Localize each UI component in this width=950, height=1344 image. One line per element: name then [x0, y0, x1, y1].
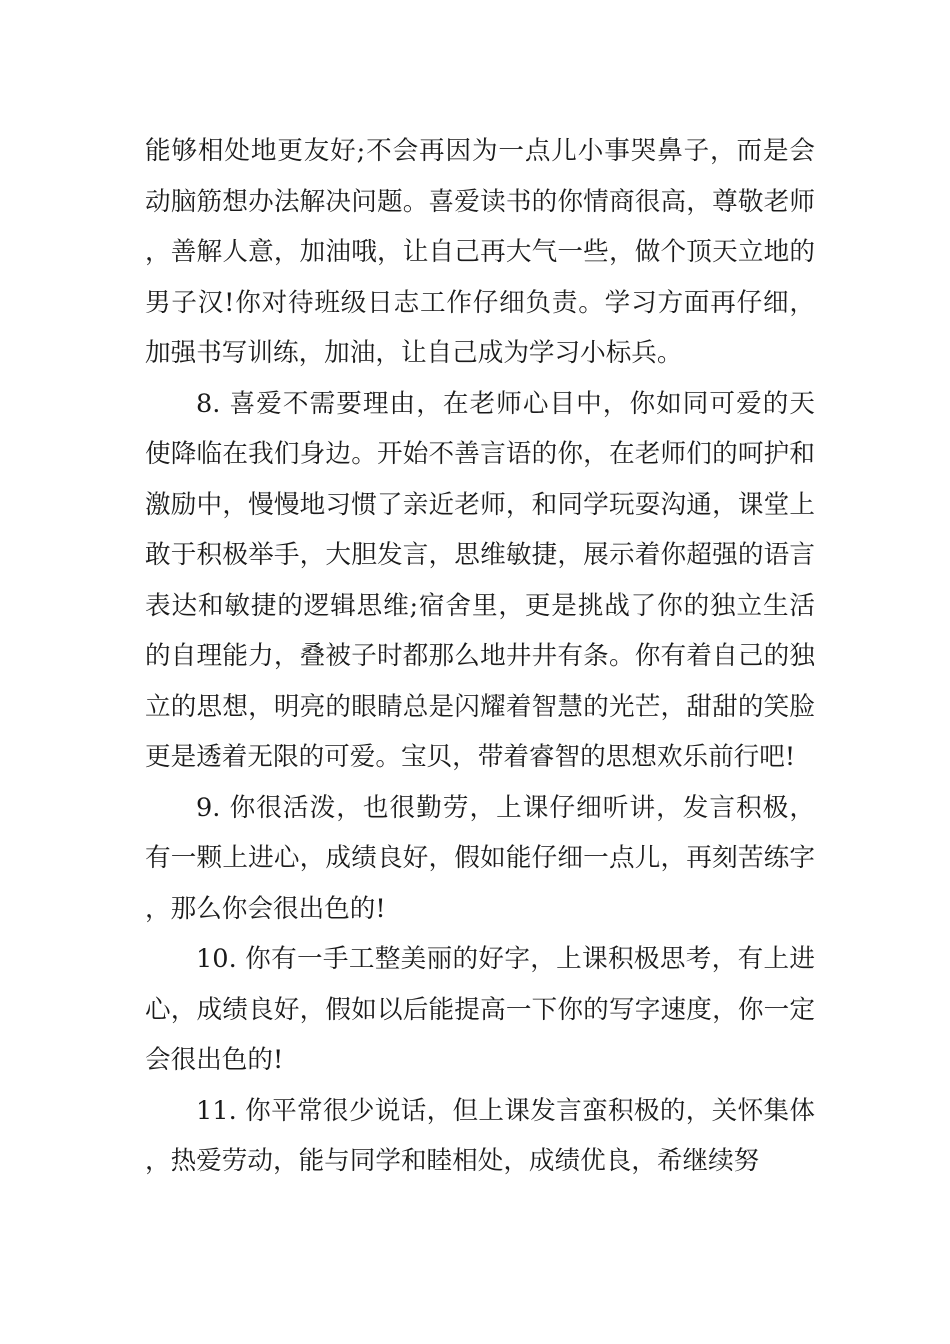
paragraph-item-10: 10. 你有一手工整美丽的好字，上课积极思考，有上进心，成绩良好，假如以后能提高一下你的写字速度，你一定会很出色的! — [145, 944, 815, 1075]
document-body — [145, 126, 815, 1187]
paragraph-item-11: 11. 你平常很少说话，但上课发言蛮积极的，关怀集体，热爱劳动，能与同学和睦相处，成绩优良，希继续努 — [145, 1095, 815, 1176]
paragraph-continued: 能够相处地更友好;不会再因为一点儿小事哭鼻子，而是会动脑筋想办法解决问题。喜爱读书的你情商很高，尊敬老师，善解人意，加油哦，让自己再大气一些，做个顶天立地的男子汉!你对待班级日志工作仔细负责。学习方面再仔细，加强书写训练，加油，让自己成为学习小标兵。 — [145, 136, 815, 368]
paragraph-item-9: 9. 你很活泼，也很勤劳，上课仔细听讲，发言积极，有一颗上进心，成绩良好，假如能仔细一点儿，再刻苦练字，那么你会很出色的! — [145, 792, 815, 924]
paragraph-item-8: 8. 喜爱不需要理由，在老师心目中，你如同可爱的天使降临在我们身边。开始不善言语的你，在老师们的呵护和激励中，慢慢地习惯了亲近老师，和同学玩耍沟通，课堂上敢于积极举手，大胆发言，思维敏捷，展示着你超强的语言表达和敏捷的逻辑思维;宿舍里，更是挑战了你的独立生活的自理能力，叠被子时都那么地井井有条。你有着自己的独立的思想，明亮的眼睛总是闪耀着智慧的光芒，甜甜的笑脸更是透着无限的可爱。宝贝，带着睿智的思想欢乐前行吧! — [145, 388, 815, 772]
